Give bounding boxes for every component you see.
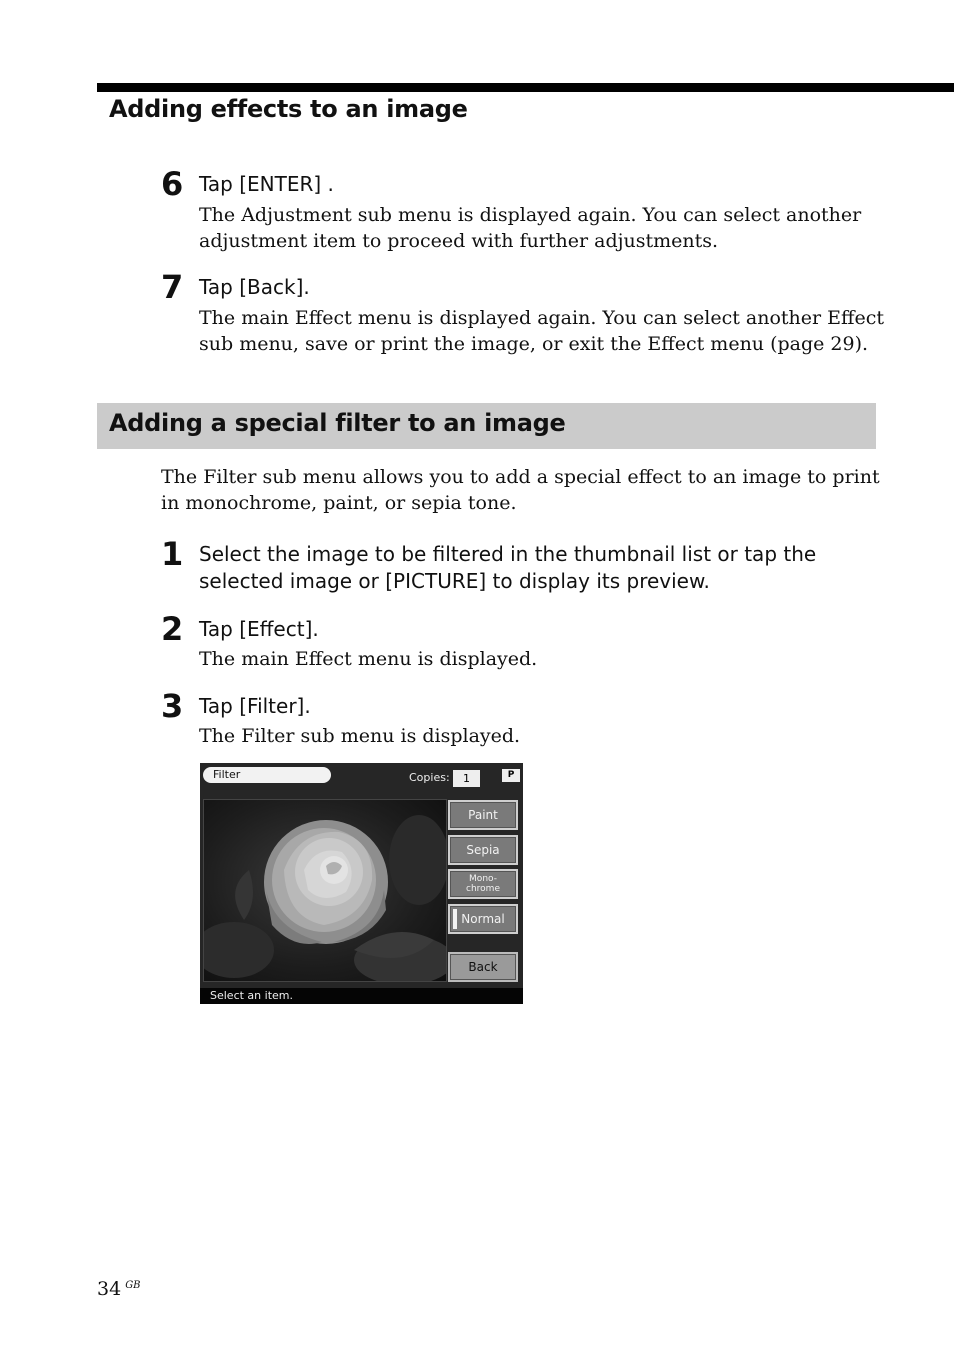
- sepia-button[interactable]: Sepia: [448, 835, 518, 865]
- region-label: GB: [125, 1279, 141, 1291]
- step-number: 2: [161, 610, 184, 648]
- section-top-rule: [97, 83, 954, 92]
- step-body: The Adjustment sub menu is displayed again. You can select another adjustment item to proceed with further adjustments.: [199, 204, 862, 252]
- step-number: 6: [161, 165, 184, 203]
- filter-screen-screenshot: [200, 763, 523, 1004]
- normal-button[interactable]: [448, 904, 518, 934]
- step-number: 3: [161, 687, 184, 725]
- page-number-value: 34: [97, 1278, 122, 1300]
- normal-label: Normal: [461, 912, 505, 926]
- step-heading: Tap [ENTER] .: [199, 172, 334, 196]
- step-heading: Tap [Effect].: [199, 617, 319, 641]
- rose-image: [204, 800, 447, 982]
- step-body: The Filter sub menu is displayed.: [199, 725, 521, 747]
- menu-title-pill: Filter: [203, 767, 331, 783]
- status-bar: Select an item.: [200, 988, 523, 1004]
- page-number: [97, 1278, 141, 1300]
- section-heading-filter: Adding a special filter to an image: [109, 409, 566, 437]
- step-number: 7: [161, 268, 184, 306]
- monochrome-button[interactable]: [448, 869, 518, 899]
- step-body: The main Effect menu is displayed.: [199, 648, 538, 670]
- rose-photo: [203, 799, 447, 982]
- selected-indicator: [453, 909, 457, 929]
- print-badge: P: [502, 769, 520, 782]
- step-body: The main Effect menu is displayed again. You can select another Effect sub menu, save or print the image, or exit the Effect menu (page 29).: [199, 307, 885, 355]
- copies-input[interactable]: 1: [453, 770, 480, 787]
- monochrome-label-line1: Mono-: [469, 874, 497, 884]
- step-heading: Tap [Filter].: [199, 694, 311, 718]
- section-heading-effects: Adding effects to an image: [109, 95, 468, 123]
- copies-label: Copies:: [409, 771, 450, 784]
- step-heading: Tap [Back].: [199, 275, 310, 299]
- step-heading: Select the image to be filtered in the thumbnail list or tap the selected image or [PICTURE] to display its preview.: [199, 542, 817, 593]
- back-button[interactable]: Back: [448, 952, 518, 982]
- paint-button[interactable]: Paint: [448, 800, 518, 830]
- section-intro: The Filter sub menu allows you to add a special effect to an image to print in monochrome, paint, or sepia tone.: [161, 466, 880, 514]
- step-number: 1: [161, 535, 184, 573]
- monochrome-label-line2: chrome: [466, 884, 500, 894]
